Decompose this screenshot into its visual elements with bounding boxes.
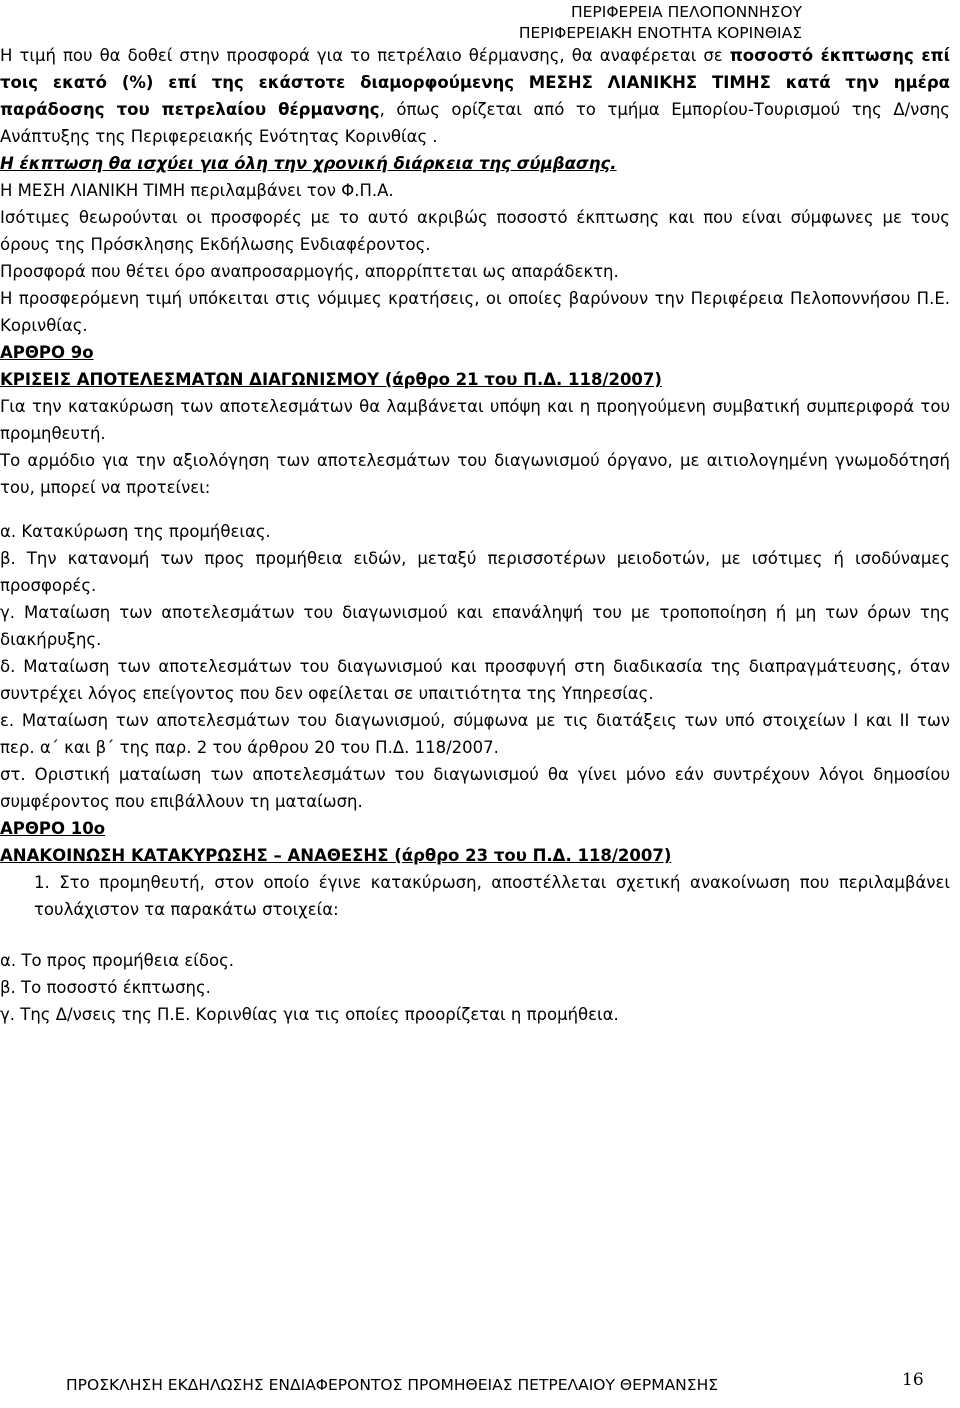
document-body	[0, 42, 950, 1028]
discount-note: Η έκπτωση θα ισχύει για όλη την χρονική διάρκεια της σύμβασης.	[0, 154, 617, 173]
price-text-start: Η τιμή που θα δοθεί στην προσφορά για το πετρέλαιο θέρμανσης, θα αναφέρεται σε	[0, 46, 730, 65]
article-9-number: ΑΡΘΡΟ 9ο	[0, 343, 94, 362]
price-text-end: , όπως ορίζεται από το τμήμα Εμπορίου-Τουρισμού της Δ/νσης Ανάπτυξης της Περιφερειακής Ενότητας Κορινθίας .	[0, 100, 950, 146]
header-region: ΠΕΡΙΦΕΡΕΙΑ ΠΕΛΟΠΟΝΝΗΣΟΥ	[570, 3, 802, 21]
article-9-paragraph-1: Για την κατακύρωση των αποτελεσμάτων θα λαμβάνεται υπόψη και η προηγούμενη συμβατική συμπεριφορά του προμηθευτή.	[0, 397, 950, 443]
list-item: β. Την κατανομή των προς προμήθεια ειδών, μεταξύ περισσοτέρων μειοδοτών, με ισότιμες ή ισοδύναμες προσφορές.	[0, 549, 950, 595]
article-9-paragraph-2: Το αρμόδιο για την αξιολόγηση των αποτελεσμάτων του διαγωνισμού όργανο, με αιτιολογημένη γνωμοδότησή του, μπορεί να προτείνει:	[0, 451, 950, 497]
list-item: δ. Ματαίωση των αποτελεσμάτων του διαγωνισμού και προσφυγή στη διαδικασία της διαπραγμάτευσης, όταν συντρέχει λόγος επείγοντος που δεν οφείλεται σε υπαιτιότητα της Υπηρεσίας.	[0, 657, 950, 703]
rejection-paragraph: Προσφορά που θέτει όρο αναπροσαρμογής, απορρίπτεται ως απαράδεκτη.	[0, 262, 619, 281]
article-10-title: ΑΝΑΚΟΙΝΩΣΗ ΚΑΤΑΚΥΡΩΣΗΣ – ΑΝΑΘΕΣΗΣ (άρθρο 23 του Π.Δ. 118/2007)	[0, 846, 672, 865]
list-item: γ. Της Δ/νσεις της Π.Ε. Κορινθίας για τις οποίες προορίζεται η προμήθεια.	[0, 1005, 619, 1024]
list-item: ε. Ματαίωση των αποτελεσμάτων του διαγωνισμού, σύμφωνα με τις διατάξεις των υπό στοιχείων Ι και ΙΙ των περ. α΄ και β΄ της παρ. 2 του άρθρου 20 του Π.Δ. 118/2007.	[0, 711, 950, 757]
list-item: στ. Οριστική ματαίωση των αποτελεσμάτων του διαγωνισμού θα γίνει μόνο εάν συντρέχουν λόγοι δημοσίου συμφέροντος που επιβάλλουν τη ματαίωση.	[0, 765, 950, 811]
deductions-paragraph: Η προσφερόμενη τιμή υπόκειται στις νόμιμες κρατήσεις, οι οποίες βαρύνουν την Περιφέρεια Πελοποννήσου Π.Ε. Κορινθίας.	[0, 289, 950, 335]
article-10-paragraph-1: 1. Στο προμηθευτή, στον οποίο έγινε κατακύρωση, αποστέλλεται σχετική ανακοίνωση που περιλαμβάνει τουλάχιστον τα παρακάτω στοιχεία:	[34, 873, 950, 919]
list-item: γ. Ματαίωση των αποτελεσμάτων του διαγωνισμού και επανάληψή του με τροποποίηση ή μη των όρων της διακήρυξης.	[0, 603, 950, 649]
list-item: α. Κατακύρωση της προμήθειας.	[0, 522, 271, 541]
page-number: 16	[902, 1370, 924, 1390]
page-header	[519, 2, 802, 44]
equal-offers-paragraph: Ισότιμες θεωρούνται οι προσφορές με το αυτό ακριβώς ποσοστό έκπτωσης και που είναι σύμφωνες με τους όρους της Πρόσκλησης Εκδήλωσης Ενδιαφέροντος.	[0, 208, 950, 254]
article-9-title: ΚΡΙΣΕΙΣ ΑΠΟΤΕΛΕΣΜΑΤΩΝ ΔΙΑΓΩΝΙΣΜΟΥ (άρθρο 21 του Π.Δ. 118/2007)	[0, 370, 662, 389]
price-text-bold: ποσοστό έκπτωσης επί τοις εκατό (%) επί της εκάστοτε διαμορφούμενης ΜΕΣΗΣ ΛΙΑΝΙΚΗΣ ΤΙΜΗΣ κατά την ημέρα παράδοσης του πετρελαίου θέρμανσης	[0, 46, 950, 119]
header-unit: ΠΕΡΙΦΕΡΕΙΑΚΗ ΕΝΟΤΗΤΑ ΚΟΡΙΝΘΙΑΣ	[518, 24, 802, 42]
article-10-number: ΑΡΘΡΟ 10ο	[0, 819, 106, 838]
list-item: α. Το προς προμήθεια είδος.	[0, 951, 235, 970]
article-10-list	[0, 947, 950, 1028]
page-footer: ΠΡΟΣΚΛΗΣΗ ΕΚΔΗΛΩΣΗΣ ΕΝΔΙΑΦΕΡΟΝΤΟΣ ΠΡΟΜΗΘΕΙΑΣ ΠΕΤΡΕΛΑΙΟΥ ΘΕΡΜΑΝΣΗΣ	[66, 1376, 719, 1394]
article-9-list	[0, 518, 950, 815]
price-paragraph	[0, 42, 950, 150]
list-item: β. Το ποσοστό έκπτωσης.	[0, 978, 211, 997]
avg-price-note: Η ΜΕΣΗ ΛΙΑΝΙΚΗ ΤΙΜΗ περιλαμβάνει τον Φ.Π.Α.	[0, 181, 394, 200]
